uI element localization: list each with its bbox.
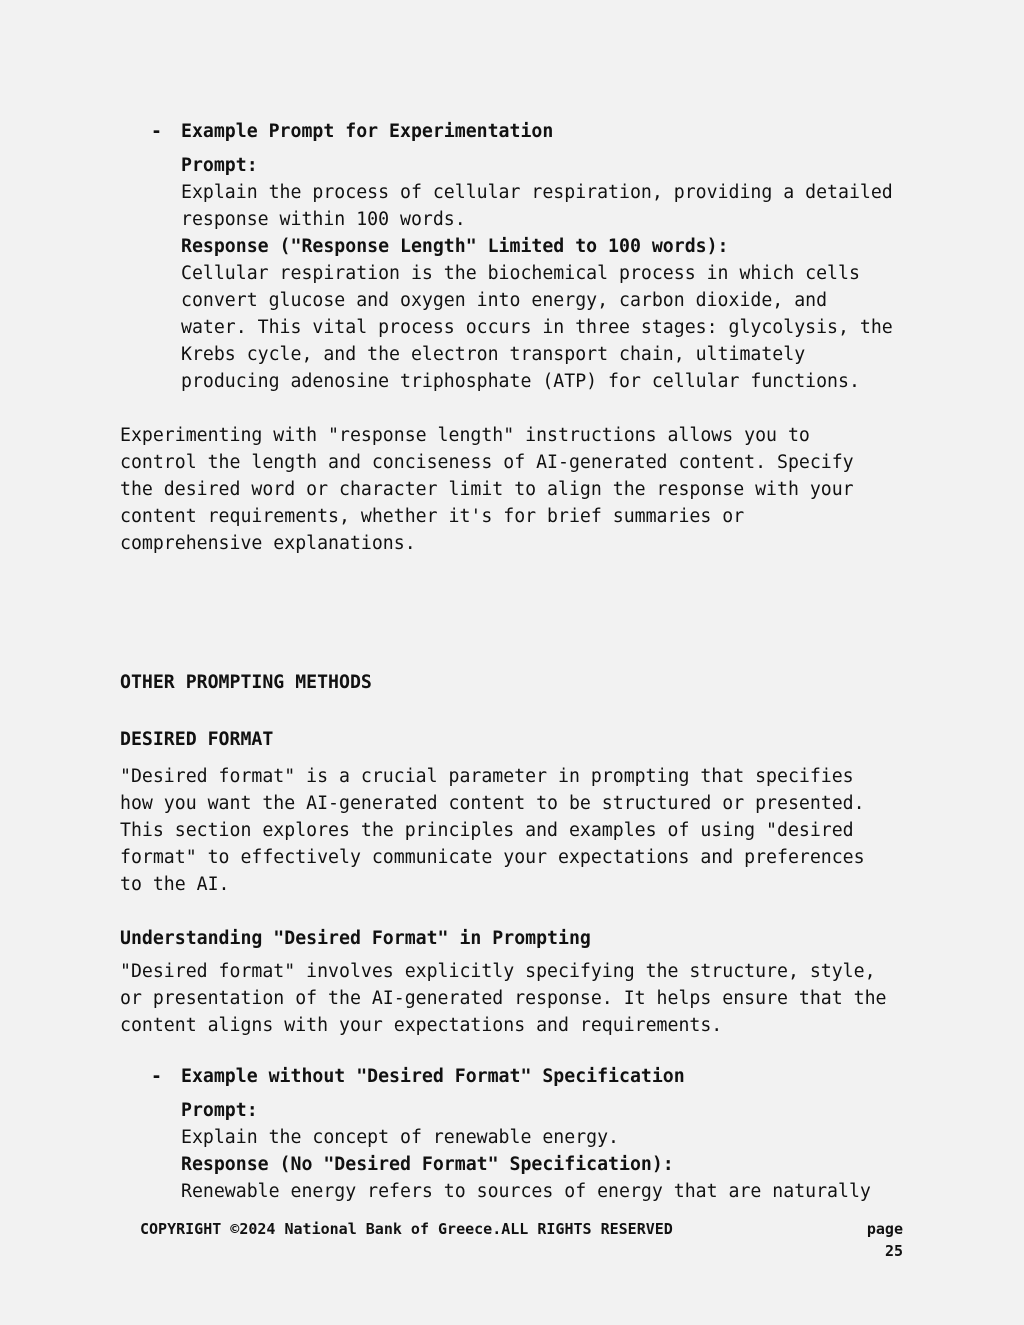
paragraph-line: how you want the AI-generated content to be structured or presented. — [120, 793, 865, 814]
paragraph-line: "Desired format" is a crucial parameter in prompting that specifies — [120, 766, 854, 787]
response-text-line: Cellular respiration is the biochemical process in which cells — [181, 263, 860, 284]
response-text-line: convert glucose and oxygen into energy, carbon dioxide, and — [181, 290, 828, 311]
prompt-label: Prompt: — [181, 155, 258, 176]
response-text-line: Renewable energy refers to sources of energy that are naturally — [181, 1181, 871, 1202]
prompt-text-line: response within 100 words. — [181, 209, 466, 230]
example-heading: Example without "Desired Format" Specification — [181, 1066, 685, 1087]
list-bullet-dash: - — [151, 1066, 162, 1087]
response-text-line: producing adenosine triphosphate (ATP) for cellular functions. — [181, 371, 860, 392]
list-bullet-dash: - — [151, 121, 162, 142]
paragraph-line: control the length and conciseness of AI-generated content. Specify — [120, 452, 854, 473]
prompt-text-line: Explain the process of cellular respiration, providing a detailed — [181, 182, 893, 203]
paragraph-line: Experimenting with "response length" instructions allows you to — [120, 425, 810, 446]
paragraph-line: to the AI. — [120, 874, 230, 895]
response-text-line: water. This vital process occurs in three stages: glycolysis, the — [181, 317, 893, 338]
section-heading-other-methods: OTHER PROMPTING METHODS — [120, 672, 372, 693]
footer-copyright: COPYRIGHT ©2024 National Bank of Greece.ALL RIGHTS RESERVED — [140, 1220, 673, 1238]
response-label: Response (No "Desired Format" Specification): — [181, 1154, 674, 1175]
prompt-label: Prompt: — [181, 1100, 258, 1121]
section-heading-desired-format: DESIRED FORMAT — [120, 729, 274, 750]
paragraph-line: format" to effectively communicate your expectations and preferences — [120, 847, 865, 868]
paragraph-line: content aligns with your expectations and requirements. — [120, 1015, 723, 1036]
paragraph-line: the desired word or character limit to align the response with your — [120, 479, 854, 500]
paragraph-line: or presentation of the AI-generated response. It helps ensure that the — [120, 988, 887, 1009]
paragraph-line: "Desired format" involves explicitly specifying the structure, style, — [120, 961, 876, 982]
paragraph-line: comprehensive explanations. — [120, 533, 416, 554]
example-heading: Example Prompt for Experimentation — [181, 121, 554, 142]
response-text-line: Krebs cycle, and the electron transport chain, ultimately — [181, 344, 806, 365]
paragraph-line: content requirements, whether it's for brief summaries or — [120, 506, 745, 527]
footer-page-label: page — [866, 1220, 903, 1238]
paragraph-line: This section explores the principles and examples of using "desired — [120, 820, 854, 841]
prompt-text-line: Explain the concept of renewable energy. — [181, 1127, 619, 1148]
response-label: Response ("Response Length" Limited to 100 words): — [181, 236, 729, 257]
footer-page-number: 25 — [884, 1242, 903, 1260]
subsection-heading: Understanding "Desired Format" in Prompting — [120, 928, 591, 949]
